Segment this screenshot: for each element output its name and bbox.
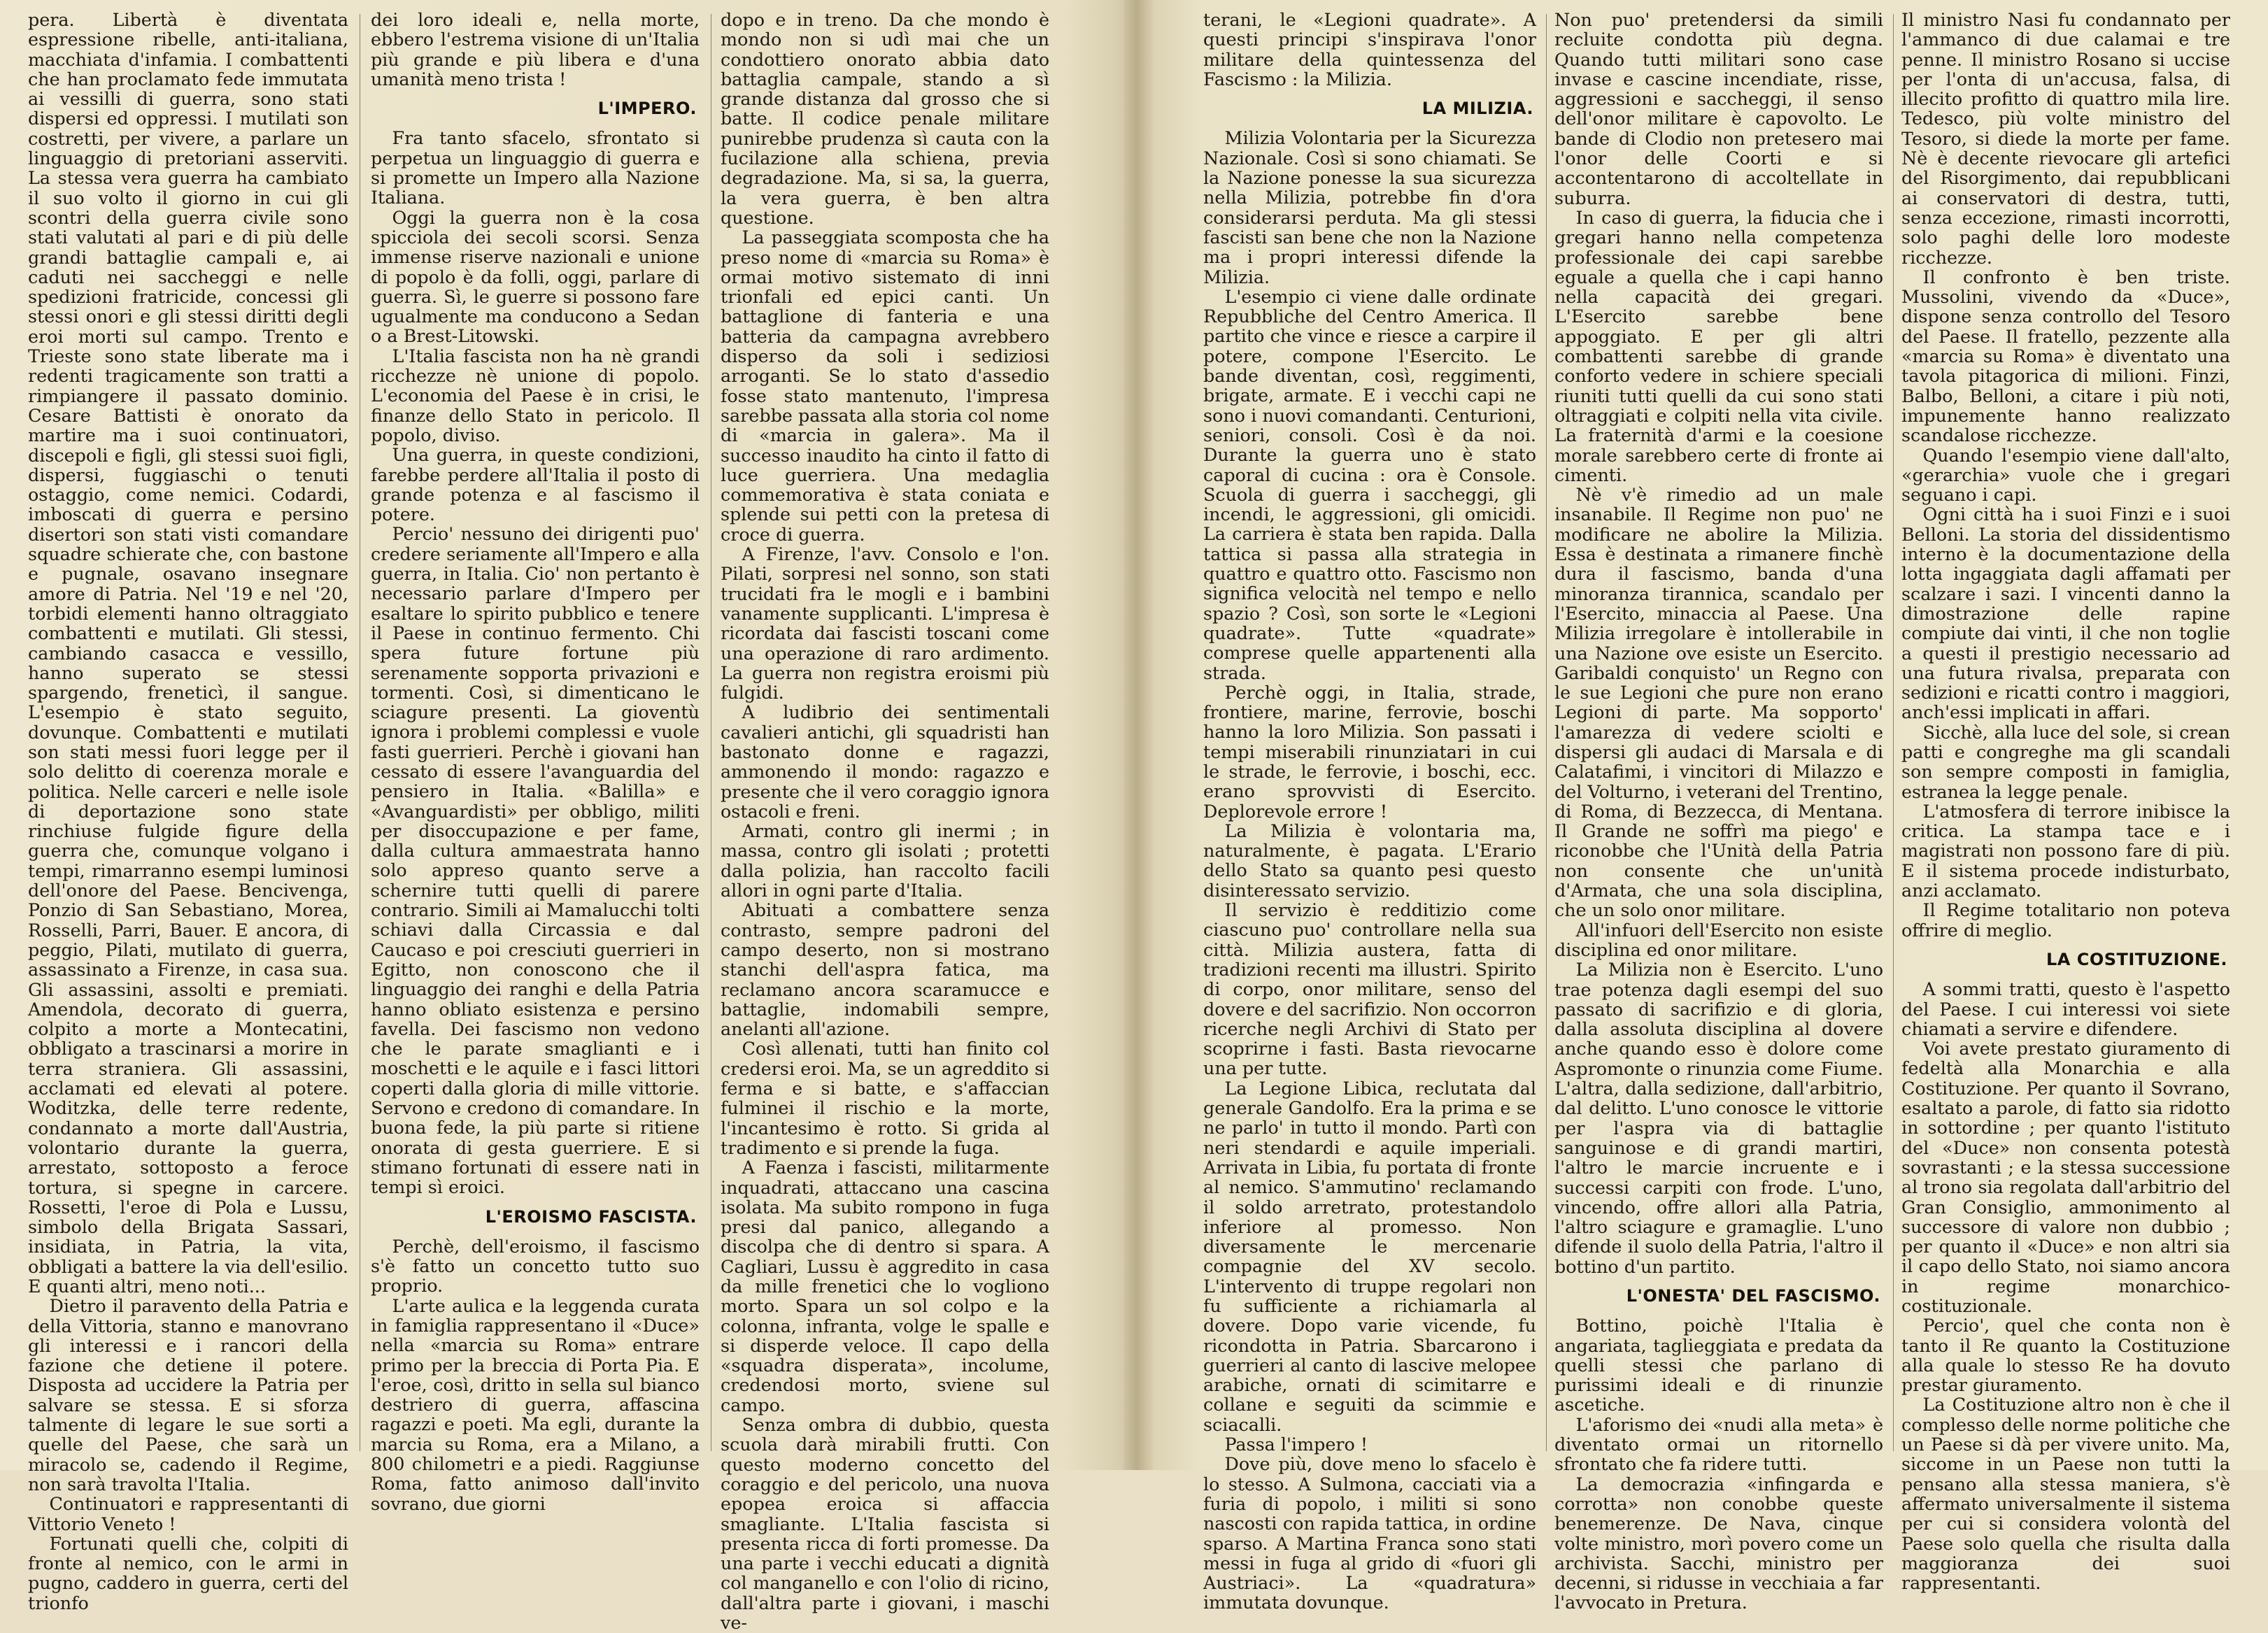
paragraph: Fra tanto sfacelo, sfrontato si perpetua un linguaggio di guerra e si promette un Impero alla Nazione Italiana. [371,127,700,208]
column-6 [1901,9,2230,1594]
paragraph: Passa l'impero ! [1224,1434,1368,1455]
paragraph: La Legione Libica, reclutata dal generale Gandolfo. Era la prima e se ne parlo' in tutto il mondo. Partì con neri stendardi e aquile imperiali. Arrivata in Libia, fu portata di fronte al nemico. S'ammutino' reclamando il soldo arretrato, protestandolo inferiore al promesso. Non diversamente le mercenarie compagnie del XV secolo. L'intervento di truppe regolari non fu sufficiente a richiamarla al dovere. Dopo varie vicende, fu ricondotta in Patria. Sbarcarono i guerrieri al canto di lascive melopee arabiche, ornati di scimitarre e collane e seguiti da scimmie e sciacalli. [1203,1077,1536,1435]
paragraph: L'Italia fascista non ha nè grandi ricchezze nè unione di popolo. L'economia del Paese è in crisi, le finanze dello Stato in pericolo. Il popolo, diviso. [371,345,700,445]
column-rule [1546,14,1547,1451]
paragraph: Fortunati quelli che, colpiti di fronte al nemico, con le armi in pugno, caddero in guerra, certi del trionfo [28,1532,348,1613]
paragraph: Armati, contro gli inermi ; in massa, contro gli isolati ; protetti dalla polizia, han raccolto facili allori in ogni parte d'Italia. [721,820,1049,901]
column-rule [1893,14,1894,1451]
column-2 [371,9,700,1514]
column-5 [1554,9,1883,1613]
paragraph: Continuatori e rappresentanti di Vittorio Veneto ! [28,1493,348,1534]
paragraph: pera. Libertà è diventata espressione ribelle, anti-italiana, macchiata d'infamia. I combattenti che han proclamato fede immutata ai vessilli di guerra, sono stati dispersi ed oppressi. I mutilati son costretti, per vivere, a parlare un linguaggio di pretoriani asserviti. La stessa vera guerra ha cambiato il suo volto il giorno in cui gli scontri della guerra civile sono stati valutati al pari e di più delle grandi battaglie campali e, ai caduti nei saccheggi e nelle spedizioni fratricide, concessi gli stessi onori e gli stessi diritti degli eroi morti sul campo. Trento e Trieste sono state liberate ma i redenti tragicamente son tratti a rimpiangere il passato dominio. Cesare Battisti è onorato da martire ma i suoi continuatori, discepoli e figli, gli stessi suoi figli, dispersi, fuggiaschi o tenuti ostaggio, come nemici. Codardi, imboscati di guerra e persino disertori son stati visti comandare squadre schierate che, con bastone e pugnale, osavano insegnare amore di Patria. Nel '19 e nel '20, torbidi elementi hanno oltraggiato combattenti e mutilati. Gli stessi, cambiando casacca e vessillo, hanno superato se stessi spargendo, freneticì, il sangue. L'esempio è stato seguito, dovunque. Combattenti e mutilati son stati messi fuori legge per il solo delitto di coerenza morale e politica. Nelle carceri e nelle isole di deportazione sono state rinchiuse fulgide figure della guerra che, comunque volgano i tempi, rimarranno esempi luminosi dell'onore del Paese. Bencivenga, Ponzio di San Sebastiano, Morea, Rosselli, Parri, Bauer. E ancora, di peggio, Pilati, mutilato di guerra, assassinato a Firenze, in casa sua. Gli assassini, assolti e premiati. Amendola, decorato di guerra, colpito a morte a Montecatini, obbligato a trascinarsi a morire in terra straniera. Gli assassini, acclamati ed elevati al potere. Woditzka, delle terre redente, condannato a morte dall'Austria, volontario durante la guerra, arrestato, sottoposto a feroce tortura, si spegne in carcere. Rossetti, l'eroe di Pola e Lussu, simbolo della Brigata Sassari, insidiata, in Patria, la vita, obbligati a battere la via dell'esilio. E quanti altri, meno noti... [28,9,348,1297]
paragraph: In caso di guerra, la fiducia che i gregari hanno nella competenza professionale dei capi sarebbe eguale a quella che i capi hanno nella capacità dei gregari. L'Esercito sarebbe bene appoggiato. E per gli altri combattenti sarebbe di grande conforto vedere in schiere speciali riuniti tutti quelli da cui sono stati oltraggiati e colpiti nella vita civile. La fraternità d'armi e la coesione morale sarebbero certe di fronte ai cimenti. [1554,206,1883,485]
paragraph: L'esempio ci viene dalle ordinate Repubbliche del Centro America. Il partito che vince e riesce a carpire il potere, compone l'Esercito. Le bande diventan, così, reggimenti, brigate, armate. E i vecchi capi ne sono i nuovi comandanti. Centurioni, seniori, consoli. Così è da noi. Durante la guerra uno è stato caporal di cucina : ora è Console. Scuola di guerra i saccheggi, gli incendi, le aggressioni, gli omicidi. La carriera è stata ben rapida. Dalla tattica si passa alla strategia in quattro e quattro otto. Fascismo non significa velocità nel tempo e nello spazio ? Così, son sorte le «Legioni quadrate». Tutte «quadrate» comprese quelle appartenenti alla strada. [1203,285,1536,683]
paragraph: Perchè, dell'eroismo, il fascismo s'è fatto un concetto tutto suo proprio. [371,1235,700,1297]
paragraph: A Firenze, l'avv. Consolo e l'on. Pilati, sorpresi nel sonno, son stati trucidati fra le mogli e i bambini vanamente supplicanti. L'impresa è ricordata dai fascisti toscani come una operazione di raro ardimento. La guerra non registra eroismi più fulgidi. [721,543,1049,704]
paragraph: Senza ombra di dubbio, questa scuola darà mirabili frutti. Con questo moderno concetto del coraggio e del pericolo, una nuova epopea eroica si affaccia smagliante. L'Italia fascista si presenta ricca di forti promesse. Da una parte i vecchi educati a dignità col manganello e con l'olio di ricino, dall'altra parte i giovani, i maschi ve- [721,1414,1049,1633]
paragraph: dopo e in treno. Da che mondo è mondo non si udì mai che un condottiero onorato abbia dato battaglia campale, stando a sì grande distanza dal grosso che si batte. Il codice penale militare punirebbe prudenza sì cauta con la fucilazione alla schiena, previa degradazione. Ma, si sa, la guerra, la vera guerra, è ben altra questione. [721,9,1049,228]
paragraph: A ludibrio dei sentimentali cavalieri antichi, gli squadristi han bastonato donne e ragazzi, ammonendo il mondo: ragazzo e presente che il vero coraggio ignora ostacoli e freni. [721,701,1049,822]
paragraph: Ogni città ha i suoi Finzi e i suoi Belloni. La storia del dissidentismo interno è la documentazione della lotta ingaggiata dagli affamati per scalzare i sazi. I vincenti danno la dimostrazione delle rapine compiute dai vinti, il che non toglie a questi il prestigio necessario ad una futura rivalsa, preparata con sedizioni e ricatti contro i maggiori, anch'essi implicati in affari. [1901,504,2230,723]
paragraph: La democrazia «infingarda e corrotta» non conobbe queste benemerenze. De Nava, cinque volte ministro, morì povero come un archivista. Sacchi, ministro per decenni, si ridusse in vecchiaia a far l'avvocato in Pretura. [1554,1473,1883,1613]
paragraph: Il Regime totalitario non poteva offrire di meglio. [1901,899,2230,941]
paragraph: A Faenza i fascisti, militarmente inquadrati, attaccano una cascina isolata. Ma subito rompono in fuga presi dal panico, allegando a discolpa che di dentro si spara. A Cagliari, Lussu è aggredito in casa da mille frenetici che lo vogliono morto. Spara un sol colpo e la colonna, infranta, volge le spalle e si disperde veloce. Il capo della «squadra disperata», incolume, credendosi morto, sviene sul campo. [721,1157,1049,1415]
paragraph: A sommi tratti, questo è l'aspetto del Paese. I cui interessi voi siete chiamati a servire e difendere. [1901,978,2230,1039]
paragraph: All'infuori dell'Esercito non esiste disciplina ed onor militare. [1554,919,1883,960]
paragraph: La Milizia è volontaria ma, naturalmente, è pagata. L'Erario dello Stato sa quanto pesi questo disinteressato servizio. [1203,820,1536,901]
paragraph: terani, le «Legioni quadrate». A questi principi s'inspirava l'onor militare della quintessenza del Fascismo : la Milizia. [1203,9,1536,90]
paragraph: Dietro il paravento della Patria e della Vittoria, stanno e manovrano gli interessi e i rancori della fazione che detiene il potere. Disposta ad uccidere la Patria per salvare se stessa. E si sforza talmente di legare le sue sorti a quelle del Paese, che sarà un miracolo se, cadendo il Regime, non sarà travolta l'Italia. [28,1295,348,1495]
paragraph: Percio' nessuno dei dirigenti puo' credere seriamente all'Impero e alla guerra, in Italia. Cio' non pertanto è necessario parlare d'Impero per esaltare lo spirito pubblico e tenere il Paese in continuo fermento. Chi spera future fortune più serenamente sopporta privazioni e tormenti. Così, si dimenticano le sciagure presenti. La gioventù ignora i problemi complessi e vuole fasti guerrieri. Perchè i giovani han cessato di essere l'avanguardia del pensiero in Italia. «Balilla» e «Avanguardisti» per obbligo, militi per disoccupazione e per fame, dalla cultura ammaestrata hanno solo appreso quanto serve a schernire tutti quelli di parere contrario. Simili ai Mamalucchi tolti schiavi dalla Circassia e dal Caucaso e poi cresciuti guerrieri in Egitto, non conoscono che il linguaggio dei ranghi e della Patria hanno obliato esistenza e persino favella. Dei fascismo non vedono che le parate smaglianti e i moschetti e le aquile e i fasci littori coperti dalla gloria di mille vittorie. Servono e credono di comandare. In buona fede, la più parte si ritiene onorata di gesta guerriere. E si stimano fortunati di essere nati in tempi sì eroici. [371,523,700,1198]
section-heading: LA COSTITUZIONE. [2046,949,2227,969]
column-4 [1203,9,1536,1613]
paragraph: Quando l'esempio viene dall'alto, «gerarchia» vuole che i gregari seguano i capi. [1901,444,2230,506]
paragraph: Il servizio è redditizio come ciascuno puo' controllare nella sua città. Milizia austera, fatta di tradizioni recenti ma illustri. Spirito di corpo, onor militare, senso del dovere e del sacrifizio. Non occorron ricerche negli Archivi di Stato per scoprirne i fasti. Basta rievocarne una per tutte. [1203,899,1536,1079]
section-heading: L'ONESTA' DEL FASCISMO. [1626,1286,1880,1306]
paragraph: Così allenati, tutti han finito col credersi eroi. Ma, se un agreddito si ferma e si batte, e s'affaccian fulminei il rischio e la morte, l'incantesimo è rotto. Si grida al tradimento e si prende la fuga. [721,1038,1049,1158]
paragraph: L'arte aulica e la leggenda curata in famiglia rappresentano il «Duce» nella «marcia su Roma» entrare primo per la breccia di Porta Pia. E l'eroe, così, dritto in sella sul bianco destriero di guerra, affascina ragazzi e poeti. Ma egli, durante la marcia su Roma, era a Milano, a 800 chilometri e a piedi. Raggiunse Roma, fatto animoso dall'invito sovrano, due giorni [371,1295,700,1514]
paragraph: Percio', quel che conta non è tanto il Re quanto la Costituzione alla quale lo stesso Re ha dovuto prestar giuramento. [1901,1315,2230,1396]
paragraph: Una guerra, in queste condizioni, farebbe perdere all'Italia il posto di grande potenza e al fascismo il potere. [371,444,700,525]
right-page [1154,0,2268,1613]
section-heading: L'EROISMO FASCISTA. [485,1206,697,1227]
page-fold [1124,0,1153,1470]
paragraph: Sicchè, alla luce del sole, si crean patti e congreghe ma gli scandali son sempre composti in famiglia, estranea la legge penale. [1901,721,2230,802]
column-3 [721,9,1049,1633]
paragraph: Bottino, poichè l'Italia è angariata, taglieggiata e predata da quelli stessi che parlano di purissimi ideali e di rinunzie ascetiche. [1554,1315,1883,1415]
paragraph: Non puo' pretendersi da simili recluite condotta più degna. Quando tutti militari sono case invase e cascine incendiate, risse, aggressioni e saccheggi, il senso dell'onor militare è capovolto. Le bande di Clodio non pretesero mai l'onor delle Coorti e si accontentarono di accoltellate in suburra. [1554,9,1883,208]
paragraph: L'aforismo dei «nudi alla meta» è diventato ormai un ritornello sfrontato che fa ridere tutti. [1554,1413,1883,1475]
paragraph: Abituati a combattere senza contrasto, sempre padroni del campo deserto, non si mostrano stanchi dell'aspra fatica, ma reclamano ancora scaramucce e battaglie, indomabili sempre, anelanti all'azione. [721,899,1049,1040]
paragraph: dei loro ideali e, nella morte, ebbero l'estrema visione di un'Italia più grande e più libera e d'una umanità meno trista ! [371,9,700,90]
paragraph: La passeggiata scomposta che ha preso nome di «marcia su Roma» è ormai motivo sistemato di inni trionfali ed epici canti. Un battaglione di fanteria e una batteria da campagna avrebbero disperso da soli i sediziosi arroganti. Se lo stato d'assedio fosse stato mantenuto, l'impresa sarebbe passata alla storia col nome di «marcia in galera». Ma il successo inaudito ha cinto il fatto di luce guerriera. Una medaglia commemorativa è stata coniata e splende sui petti con la pretesa di croce di guerra. [721,227,1049,545]
paragraph: Nè v'è rimedio ad un male insanabile. Il Regime non puo' ne modificare ne abolire la Milizia. Essa è destinata a rimanere finchè dura il fascismo, banda d'una minoranza tirannica, scandalo per l'Esercito, minaccia al Paese. Una Milizia irregolare è intollerabile in una Nazione ove esiste un Esercito. Garibaldi conquisto' un Regno con le sue Legioni che pure non erano Legioni di parte. Ma sopporto' l'amarezza di vedere sciolti e dispersi gli audaci di Marsala e di Calatafimi, i vincitori di Milazzo e del Volturno, i veterani del Trentino, di Roma, di Bezzecca, di Mentana. Il Grande ne soffrì ma piego' e riconobbe che l'Unità della Patria non consente che un'unità d'Armata, che una sola disciplina, che un solo onor militare. [1554,484,1883,921]
paragraph: Il ministro Nasi fu condannato per l'ammanco di due calamai e tre penne. Il ministro Rosano si uccise per l'onta di un'accusa, falsa, di illecito profitto di quattro mila lire. Tedesco, più volte ministro del Tesoro, si diede la morte per fame. Nè è decente rievocare gli artefici del Risorgimento, dai repubblicani ai conservatori di destra, tutti, senza eccezione, rimasti incorrotti, solo paghi delle loro modeste ricchezze. [1901,9,2230,268]
paragraph: Il confronto è ben triste. Mussolini, vivendo da «Duce», dispone senza controllo del Tesoro del Paese. Il fratello, pezzente alla «marcia su Roma» è diventato una tavola pitagorica di milioni. Finzi, Balbo, Belloni, a citare i più noti, impunemente hanno realizzato scandalose ricchezze. [1901,266,2230,446]
paragraph: La Milizia non è Esercito. L'uno trae potenza dagli esempi del suo passato di sacrifizio e di gloria, dalla assoluta disciplina al dovere anche quando esso è dolore come Aspromonte o rinunzia come Fiume. L'altra, dalla sedizione, dall'arbitrio, dal delitto. L'uno conosce le vittorie per l'aspra via di battaglie sanguinose e di grandi martiri, l'altro le marcie incruente e i successi carpiti con frode. L'uno, vincendo, offre allori alla Patria, l'altro sciagure e gramaglie. L'uno difende il suolo della Patria, l'altro il bottino d'un partito. [1554,959,1883,1277]
section-heading: L'IMPERO. [597,99,697,119]
paragraph: Dove più, dove meno lo sfacelo è lo stesso. A Sulmona, cacciati via a furia di popolo, i militi si sono nascosti con rapida tattica, in ordine sparso. A Martina Franca sono stati messi in fuga al grido di «fuori gli Austriaci». La «quadratura» immutata dovunque. [1203,1453,1536,1613]
paragraph: Perchè oggi, in Italia, strade, frontiere, marine, ferrovie, boschi hanno la loro Milizia. Son passati i tempi miserabili rinunziatari in cui le strade, le ferrovie, i boschi, ecc. erano sprovvisti di Esercito. Deplorevole errore ! [1203,681,1536,822]
paragraph: L'atmosfera di terrore inibisce la critica. La stampa tace e i magistrati non possono fare di più. E il sistema procede indisturbato, anzi acclamato. [1901,800,2230,901]
paragraph: Milizia Volontaria per la Sicurezza Nazionale. Così si sono chiamati. Se la Nazione ponesse la sua sicurezza nella Milizia, potrebbe fin d'ora considerarsi perduta. Ma gli stessi fascisti san bene che non la Nazione ma i propri interessi difende la Milizia. [1203,127,1536,287]
paragraph: Oggi la guerra non è la cosa spicciola dei secoli scorsi. Senza immense riserve nazionali e unione di popolo è da folli, oggi, parlare di guerra. Sì, le guerre si possono fare ugualmente ma conducono a Sedan o a Brest-Litowski. [371,206,700,347]
section-heading: LA MILIZIA. [1422,99,1533,119]
left-page [0,0,1125,1633]
paragraph: Voi avete prestato giuramento di fedeltà alla Monarchia e alla Costituzione. Per quanto il Sovrano, esaltato a parole, di fatto sia ridotto in sottordine ; per quanto l'istituto del «Duce» non consenta potestà sovrastanti ; e la stessa successione al trono sia regolata dall'arbitrio del Gran Consiglio, ammonimento al successore di valore non dubbio ; per quanto il «Duce» e non altri sia il capo dello Stato, noi siamo ancora in regime monarchico-costituzionale. [1901,1038,2230,1316]
column-1 [28,9,348,1613]
paragraph: La Costituzione altro non è che il complesso delle norme politiche che un Paese si dà per vivere unito. Ma, siccome in un Paese non tutti la pensano alla stessa maniera, s'è affermato universalmente il sistema per cui si considera volontà del Paese solo quella che risulta dalla maggioranza dei suoi rappresentanti. [1901,1394,2230,1594]
